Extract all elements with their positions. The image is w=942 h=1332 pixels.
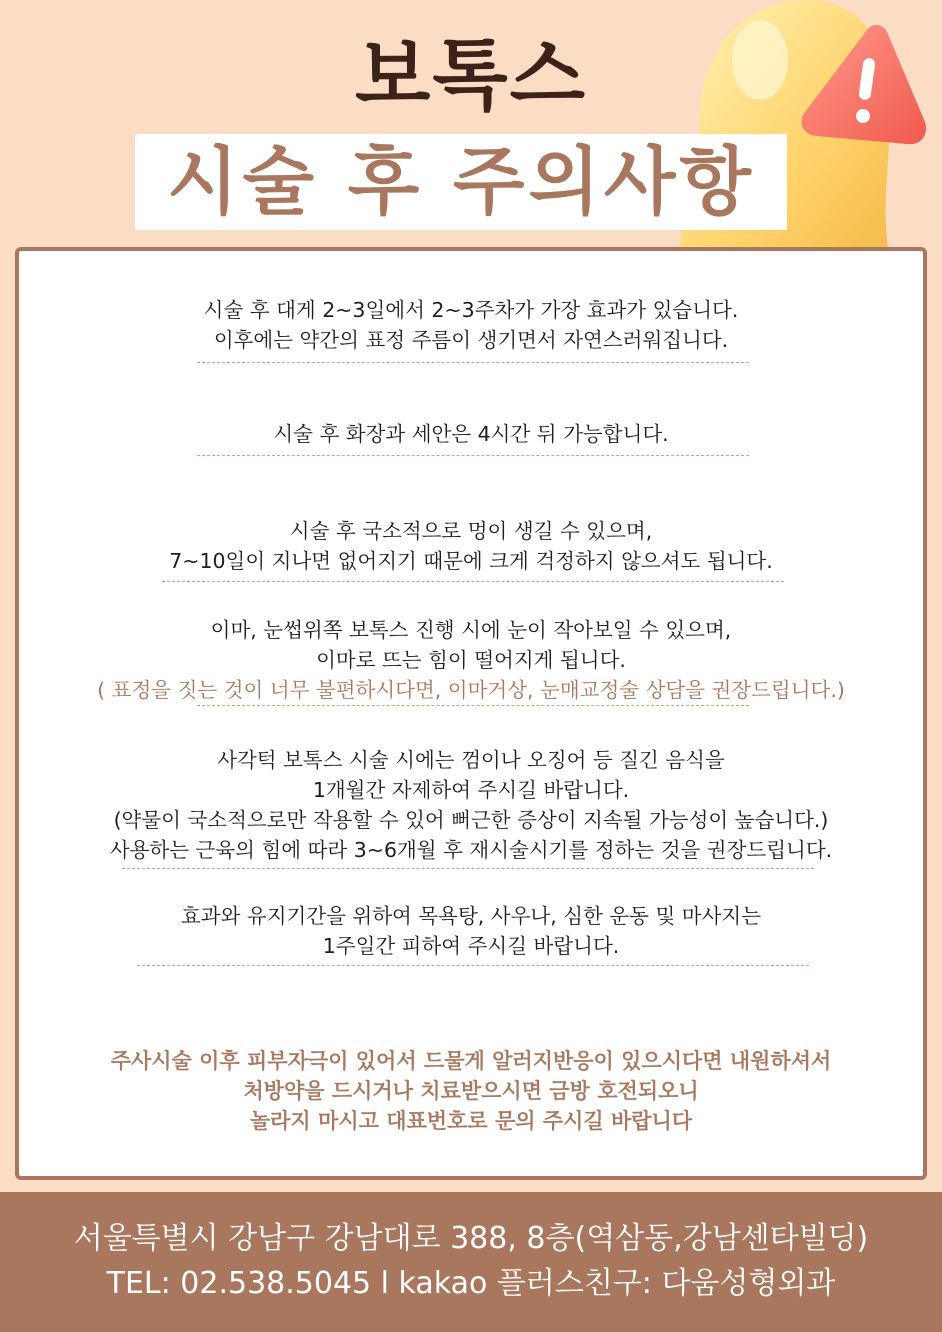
notice-line: 시술 후 대게 2~3일에서 2~3주차가 가장 효과가 있습니다. bbox=[203, 298, 739, 322]
notice-line: 사각턱 보톡스 시술 시에는 껌이나 오징어 등 질긴 음식을 bbox=[217, 748, 725, 772]
warning-line: 놀라지 마시고 대표번호로 문의 주시길 바랍니다 bbox=[249, 1109, 693, 1133]
notice-line: 7~10일이 지나면 없어지기 때문에 크게 걱정하지 않으셔도 됩니다. bbox=[169, 549, 773, 573]
warning-notice bbox=[19, 1046, 923, 1136]
divider bbox=[197, 705, 749, 706]
notice-line: (약물이 국소적으로만 작용할 수 있어 뻐근한 증상이 지속될 가능성이 높습니다.) bbox=[113, 808, 829, 832]
notice-section-2 bbox=[19, 419, 923, 449]
notice-card bbox=[15, 247, 927, 1180]
subtitle-banner bbox=[135, 134, 787, 230]
page-subtitle: 시술 후 주의사항 bbox=[167, 139, 755, 225]
notice-line: 이후에는 약간의 표정 주름이 생기면서 자연스러워집니다. bbox=[213, 328, 729, 352]
divider bbox=[137, 965, 809, 966]
notice-line: 이마, 눈썹위쪽 보톡스 진행 시에 눈이 작아보일 수 있으며, bbox=[210, 618, 732, 642]
notice-line: 효과와 유지기간을 위하여 목욕탕, 사우나, 심한 운동 및 마사지는 bbox=[180, 904, 762, 928]
clinic-address: 서울특별시 강남구 강남대로 388, 8층(역삼동,강남센타빌딩) bbox=[73, 1221, 869, 1256]
divider bbox=[197, 455, 749, 456]
divider bbox=[197, 362, 749, 363]
notice-line: 시술 후 국소적으로 멍이 생길 수 있으며, bbox=[289, 519, 653, 543]
notice-section-4 bbox=[19, 615, 923, 705]
warning-line: 처방약을 드시거나 치료받으시면 금방 호전되오니 bbox=[243, 1079, 699, 1103]
notice-section-5 bbox=[19, 745, 923, 865]
footer bbox=[0, 1192, 942, 1332]
notice-line: 1주일간 피하여 주시길 바랍니다. bbox=[322, 934, 620, 958]
notice-section-1 bbox=[19, 295, 923, 355]
notice-line: 시술 후 화장과 세안은 4시간 뒤 가능합니다. bbox=[273, 422, 669, 446]
warning-line: 주사시술 이후 피부자극이 있어서 드물게 알러지반응이 있으시다면 내원하셔서 bbox=[110, 1049, 832, 1073]
divider bbox=[122, 868, 814, 869]
notice-line: 사용하는 근육의 힘에 따라 3~6개월 후 재시술시기를 정하는 것을 권장드립니다. bbox=[109, 838, 833, 862]
notice-accent-line: ( 표정을 짓는 것이 너무 불편하시다면, 이마거상, 눈매교정술 상담을 권장드립니다.) bbox=[97, 678, 845, 702]
clinic-contact: TEL: 02.538.5045 l kakao 플러스친구: 다움성형외과 bbox=[106, 1266, 836, 1301]
page-title: 보톡스 bbox=[354, 31, 588, 121]
notice-section-6 bbox=[19, 901, 923, 961]
notice-section-3 bbox=[19, 516, 923, 576]
notice-line: 1개월간 자제하여 주시길 바랍니다. bbox=[312, 778, 630, 802]
divider bbox=[162, 581, 784, 582]
notice-line: 이마로 뜨는 힘이 떨어지게 됩니다. bbox=[316, 648, 626, 672]
